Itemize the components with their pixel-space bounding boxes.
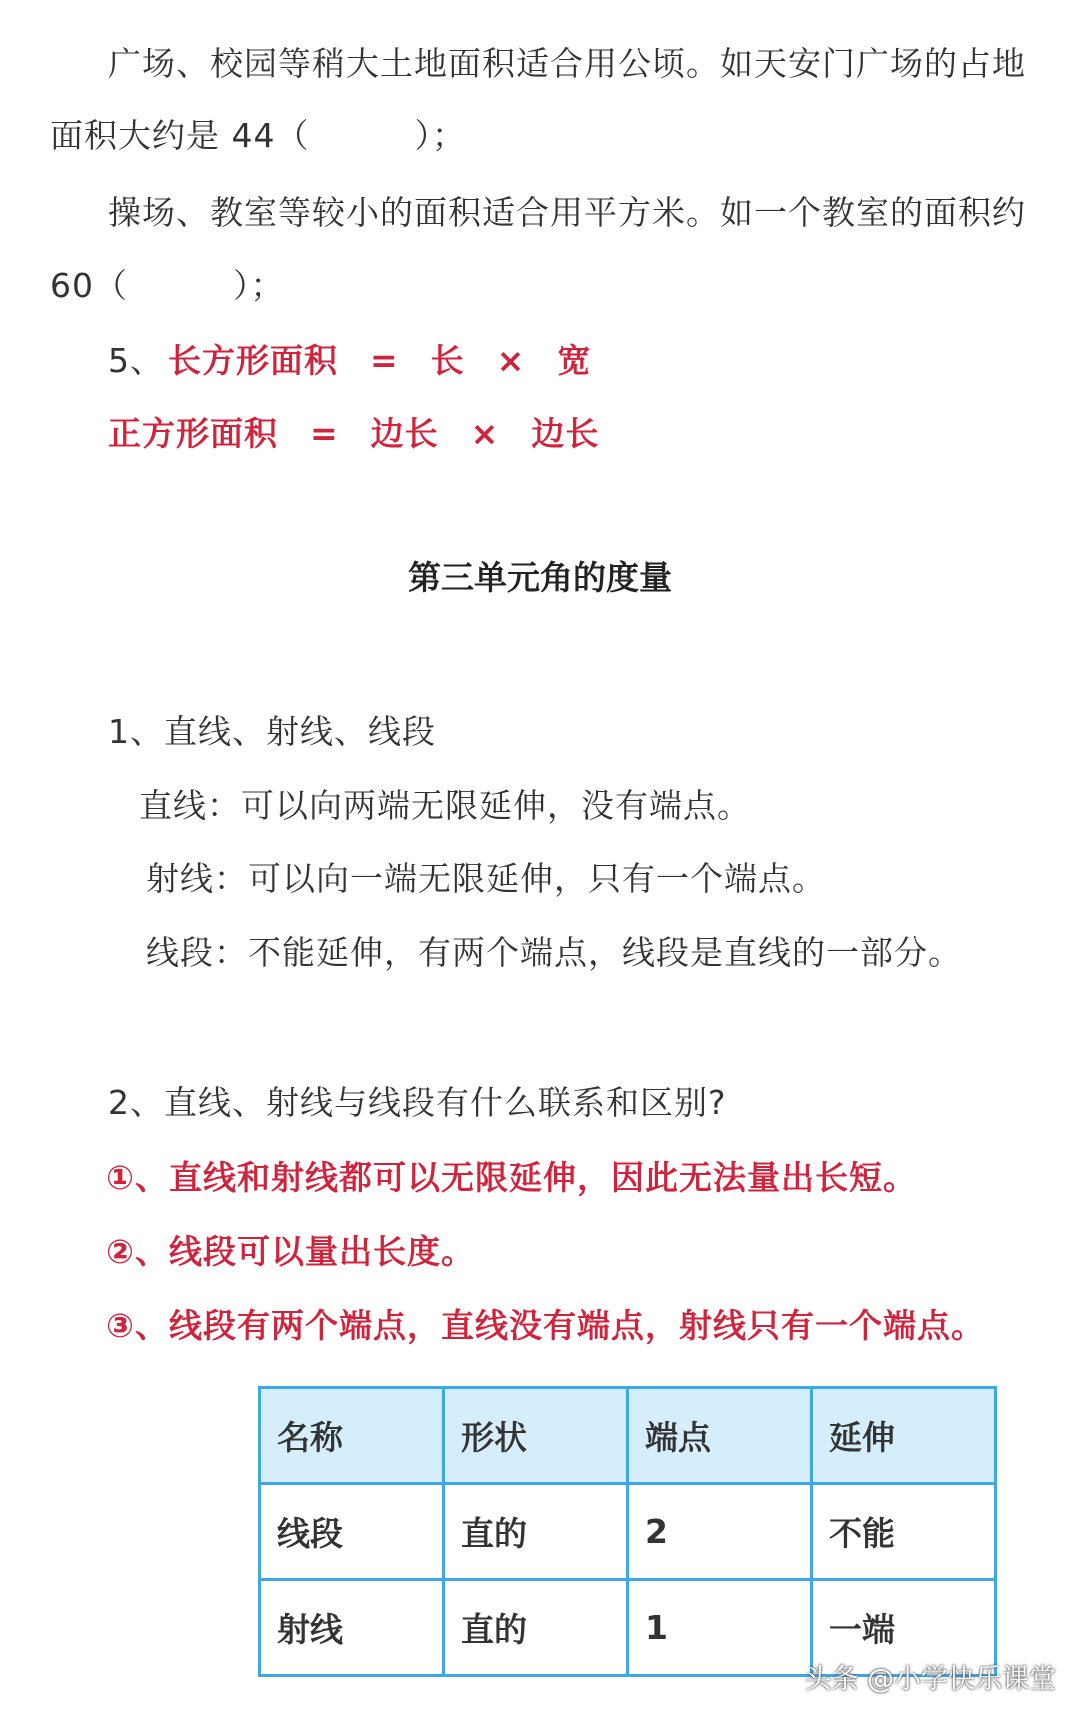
table-header-cell: 名称 — [260, 1388, 444, 1484]
table-cell: 射线 — [260, 1580, 444, 1676]
table-row — [260, 1484, 996, 1580]
formula-equals: = — [370, 341, 399, 380]
table-header-row — [260, 1388, 996, 1484]
formula-times: × — [470, 414, 500, 453]
relation-point-1: ①、直线和射线都可以无限延伸，因此无法量出长短。 — [106, 1158, 917, 1197]
area-paragraph-1-line-1: 广场、校园等稍大土地面积适合用公顷。如天安门广场的占地 — [108, 44, 1026, 83]
square-area-formula — [108, 414, 599, 454]
blank-prefix: 面积大约是 44（ — [50, 116, 310, 155]
formula-term: 边长 — [531, 414, 600, 453]
blank-suffix: ）； — [414, 116, 466, 155]
relation-point-2: ②、线段可以量出长度。 — [106, 1232, 475, 1271]
table-cell: 一端 — [812, 1580, 996, 1676]
lines-heading: 1、直线、射线、线段 — [108, 712, 436, 751]
blank-prefix: 60（ — [50, 266, 128, 305]
relation-point-3: ③、线段有两个端点，直线没有端点，射线只有一个端点。 — [106, 1306, 985, 1345]
comparison-table — [258, 1386, 997, 1677]
blank-suffix: ）； — [233, 266, 285, 305]
table-header-cell: 形状 — [444, 1388, 628, 1484]
formula-term: 长方形面积 — [168, 341, 338, 380]
section-title: 第三单元角的度量 — [408, 558, 672, 597]
table-cell: 2 — [628, 1484, 812, 1580]
formula-term: 宽 — [557, 341, 592, 380]
table-cell: 1 — [628, 1580, 812, 1676]
formula-equals: = — [310, 414, 339, 453]
area-paragraph-2-line-2 — [50, 266, 285, 306]
area-paragraph-2-line-1: 操场、教室等较小的面积适合用平方米。如一个教室的面积约 — [108, 193, 1026, 232]
ray-definition: 射线：可以向一端无限延伸，只有一个端点。 — [146, 859, 826, 898]
table-cell: 直的 — [444, 1580, 628, 1676]
formula-term: 正方形面积 — [108, 414, 278, 453]
table-cell: 线段 — [260, 1484, 444, 1580]
watermark: 头条 @小学快乐课堂 — [804, 1664, 1056, 1695]
area-paragraph-1-line-2 — [50, 116, 466, 156]
formula-term: 边长 — [370, 414, 439, 453]
rectangle-area-formula — [108, 341, 591, 381]
segment-definition: 线段：不能延伸，有两个端点，线段是直线的一部分。 — [146, 933, 962, 972]
relation-heading: 2、直线、射线与线段有什么联系和区别? — [108, 1083, 727, 1122]
item-number: 5、 — [108, 341, 164, 380]
formula-term: 长 — [430, 341, 465, 380]
line-definition: 直线：可以向两端无限延伸，没有端点。 — [139, 786, 751, 825]
table-cell: 直的 — [444, 1484, 628, 1580]
table-header-cell: 延伸 — [812, 1388, 996, 1484]
table-header-cell: 端点 — [628, 1388, 812, 1484]
table-cell: 不能 — [812, 1484, 996, 1580]
formula-times: × — [496, 341, 526, 380]
